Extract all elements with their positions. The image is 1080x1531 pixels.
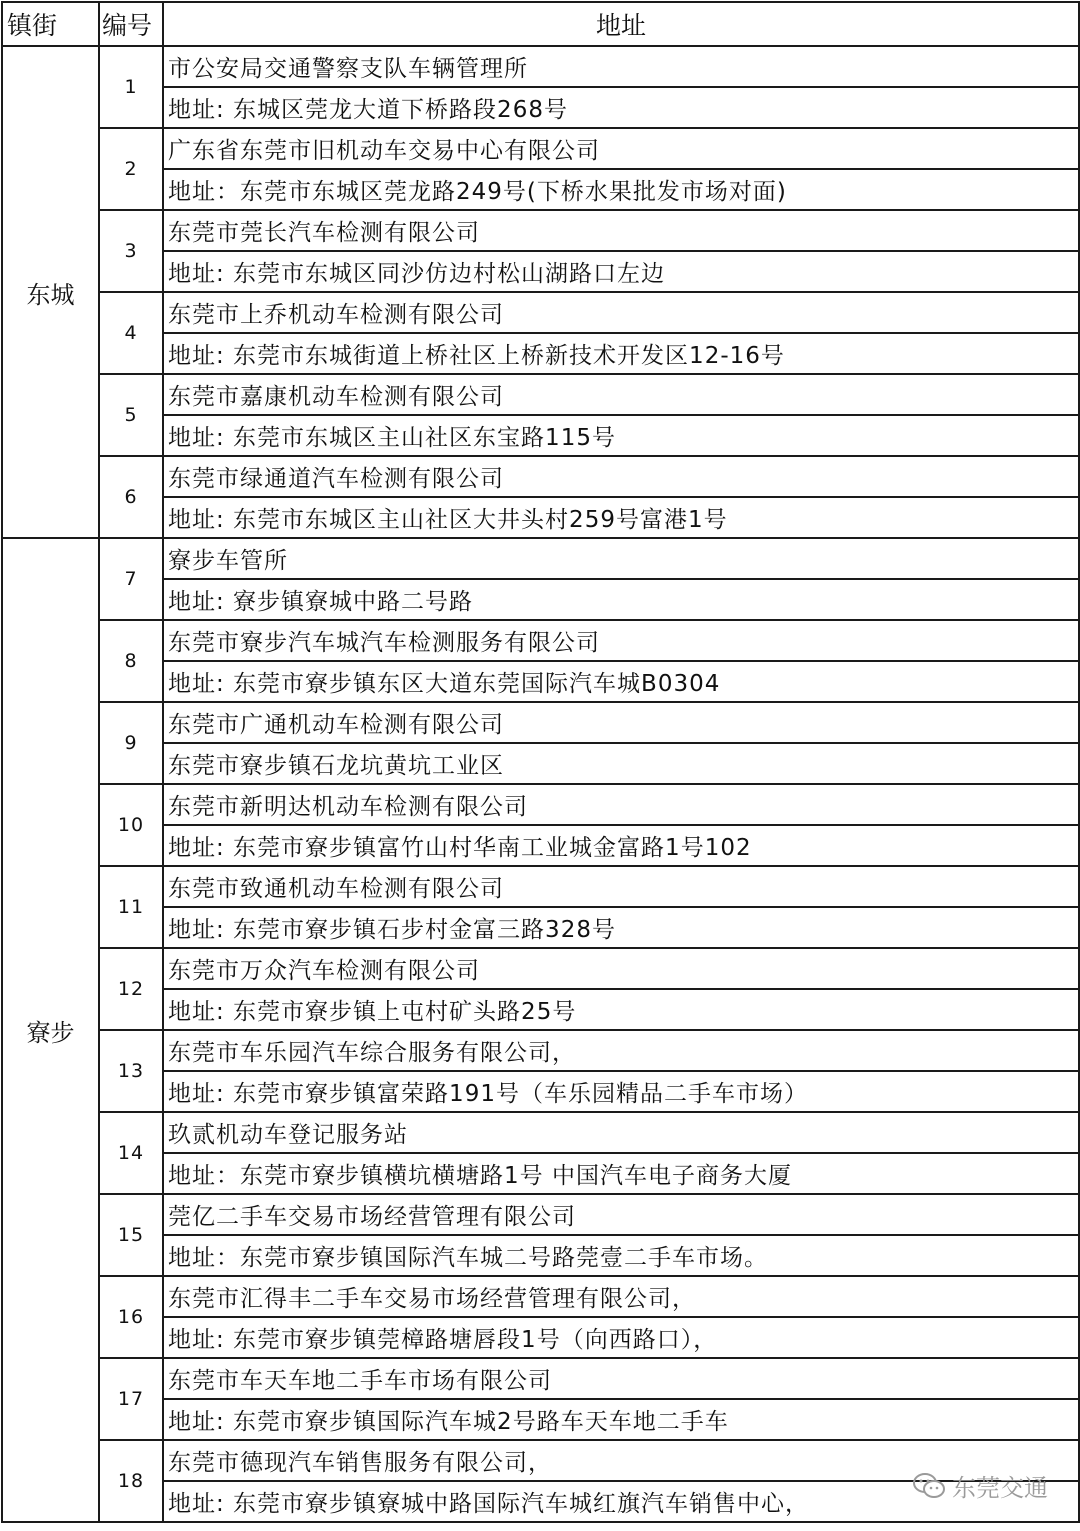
company-name: 东莞市绿通道汽车检测有限公司 xyxy=(163,456,1079,497)
company-address: 地址: 东莞市东城街道上桥社区上桥新技术开发区12-16号 xyxy=(163,333,1079,374)
entry-number: 12 xyxy=(99,948,163,1030)
wechat-watermark xyxy=(912,1468,1048,1503)
entry-number: 2 xyxy=(99,128,163,210)
entry-number: 11 xyxy=(99,866,163,948)
company-name: 东莞市汇得丰二手车交易市场经营管理有限公司， xyxy=(163,1276,1079,1317)
company-address: 地址: 东莞市寮步镇国际汽车城2号路车天车地二手车 xyxy=(163,1399,1079,1440)
table-row xyxy=(2,333,1079,374)
company-name: 东莞市上乔机动车检测有限公司 xyxy=(163,292,1079,333)
table-row xyxy=(2,251,1079,292)
table-row xyxy=(2,661,1079,702)
company-name: 东莞市广通机动车检测有限公司 xyxy=(163,702,1079,743)
table-row xyxy=(2,825,1079,866)
entry-number: 9 xyxy=(99,702,163,784)
company-address: 地址: 东莞市东城区主山社区东宝路115号 xyxy=(163,415,1079,456)
entry-number: 17 xyxy=(99,1358,163,1440)
table-row xyxy=(2,210,1079,251)
table-header-row xyxy=(2,2,1079,46)
entry-number: 16 xyxy=(99,1276,163,1358)
table-row xyxy=(2,415,1079,456)
table-row xyxy=(2,1153,1079,1194)
table-row xyxy=(2,784,1079,825)
table-row xyxy=(2,128,1079,169)
table-row xyxy=(2,87,1079,128)
company-address: 地址: 东莞市寮步镇富竹山村华南工业城金富路1号102 xyxy=(163,825,1079,866)
header-town: 镇街 xyxy=(2,2,99,46)
company-name: 玖贰机动车登记服务站 xyxy=(163,1112,1079,1153)
company-name: 东莞市车乐园汽车综合服务有限公司， xyxy=(163,1030,1079,1071)
table-row xyxy=(2,1071,1079,1112)
entry-number: 7 xyxy=(99,538,163,620)
header-address: 地址 xyxy=(163,2,1079,46)
entry-number: 6 xyxy=(99,456,163,538)
company-name: 东莞市万众汽车检测有限公司 xyxy=(163,948,1079,989)
table-row xyxy=(2,1194,1079,1235)
table-row xyxy=(2,1276,1079,1317)
dealer-address-table xyxy=(1,1,1080,1523)
entry-number: 5 xyxy=(99,374,163,456)
town-cell: 寮步 xyxy=(2,538,99,1522)
entry-number: 1 xyxy=(99,46,163,128)
company-address: 地址: 寮步镇寮城中路二号路 xyxy=(163,579,1079,620)
company-name: 东莞市新明达机动车检测有限公司 xyxy=(163,784,1079,825)
table-row xyxy=(2,989,1079,1030)
company-address: 地址：东莞市寮步镇国际汽车城二号路莞壹二手车市场。 xyxy=(163,1235,1079,1276)
town-cell: 东城 xyxy=(2,46,99,538)
company-name: 东莞市嘉康机动车检测有限公司 xyxy=(163,374,1079,415)
company-name: 广东省东莞市旧机动车交易中心有限公司 xyxy=(163,128,1079,169)
entry-number: 18 xyxy=(99,1440,163,1522)
entry-number: 8 xyxy=(99,620,163,702)
entry-number: 13 xyxy=(99,1030,163,1112)
entry-number: 4 xyxy=(99,292,163,374)
table-row xyxy=(2,374,1079,415)
company-address: 地址: 东莞市寮步镇富荣路191号（车乐园精品二手车市场） xyxy=(163,1071,1079,1112)
company-address: 地址: 东莞市寮步镇石步村金富三路328号 xyxy=(163,907,1079,948)
table-row xyxy=(2,907,1079,948)
company-name: 市公安局交通警察支队车辆管理所 xyxy=(163,46,1079,87)
entry-number: 3 xyxy=(99,210,163,292)
company-name: 东莞市寮步汽车城汽车检测服务有限公司 xyxy=(163,620,1079,661)
table-row xyxy=(2,620,1079,661)
company-name: 寮步车管所 xyxy=(163,538,1079,579)
company-address: 地址: 东莞市寮步镇东区大道东莞国际汽车城B0304 xyxy=(163,661,1079,702)
watermark-text: 东莞交通 xyxy=(952,1474,1048,1502)
company-address: 地址: 东莞市寮步镇莞樟路塘唇段1号（向西路口）， xyxy=(163,1317,1079,1358)
company-address: 地址：东莞市寮步镇横坑横塘路1号 中国汽车电子商务大厦 xyxy=(163,1153,1079,1194)
table-row xyxy=(2,1112,1079,1153)
entry-number: 10 xyxy=(99,784,163,866)
table-row xyxy=(2,1399,1079,1440)
table-row xyxy=(2,292,1079,333)
table-row xyxy=(2,1358,1079,1399)
company-name: 东莞市莞长汽车检测有限公司 xyxy=(163,210,1079,251)
table-row xyxy=(2,46,1079,87)
company-address: 地址：东莞市东城区莞龙路249号(下桥水果批发市场对面) xyxy=(163,169,1079,210)
table-row xyxy=(2,538,1079,579)
table-body xyxy=(2,46,1079,1522)
table-row xyxy=(2,456,1079,497)
table-row xyxy=(2,579,1079,620)
entry-number: 15 xyxy=(99,1194,163,1276)
table-row xyxy=(2,497,1079,538)
wechat-icon xyxy=(912,1472,946,1500)
table-row xyxy=(2,866,1079,907)
company-address: 地址: 东城区莞龙大道下桥路段268号 xyxy=(163,87,1079,128)
table-row xyxy=(2,1317,1079,1358)
company-address: 地址: 东莞市寮步镇上屯村矿头路25号 xyxy=(163,989,1079,1030)
company-address: 地址: 东莞市东城区主山社区大井头村259号富港1号 xyxy=(163,497,1079,538)
table-row xyxy=(2,702,1079,743)
table-row xyxy=(2,743,1079,784)
header-number: 编号 xyxy=(99,2,163,46)
company-address: 东莞市寮步镇石龙坑黄坑工业区 xyxy=(163,743,1079,784)
company-name: 莞亿二手车交易市场经营管理有限公司 xyxy=(163,1194,1079,1235)
company-name: 东莞市德现汽车销售服务有限公司， xyxy=(163,1440,1079,1481)
company-name: 东莞市车天车地二手车市场有限公司 xyxy=(163,1358,1079,1399)
table-row xyxy=(2,1235,1079,1276)
company-address: 地址: 东莞市东城区同沙仿边村松山湖路口左边 xyxy=(163,251,1079,292)
table-row xyxy=(2,1030,1079,1071)
company-name: 东莞市致通机动车检测有限公司 xyxy=(163,866,1079,907)
table-row xyxy=(2,948,1079,989)
table-row xyxy=(2,169,1079,210)
company-address: 地址: 东莞市寮步镇寮城中路国际汽车城红旗汽车销售中心， xyxy=(163,1481,1079,1522)
entry-number: 14 xyxy=(99,1112,163,1194)
